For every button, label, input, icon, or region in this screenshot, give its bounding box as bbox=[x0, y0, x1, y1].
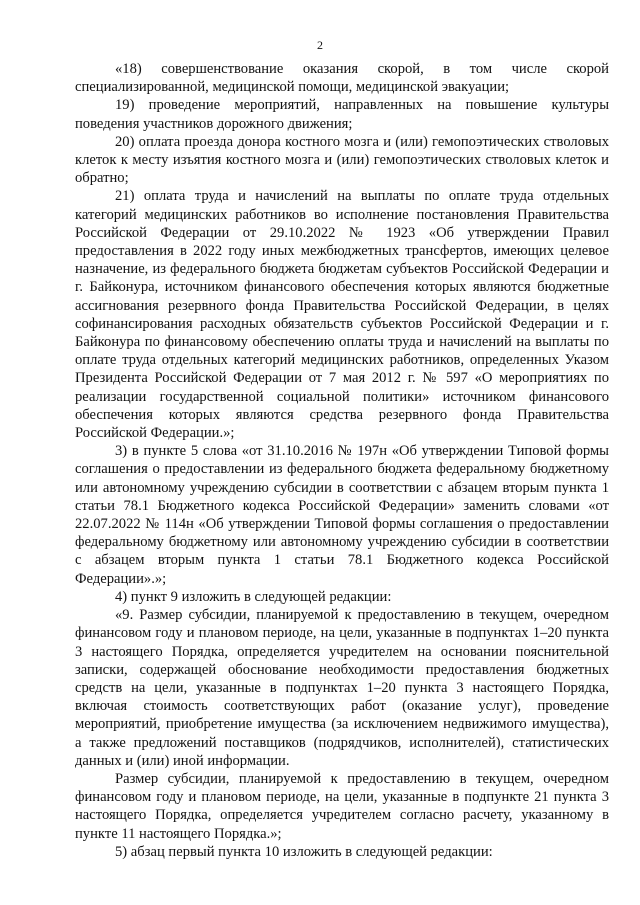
paragraph-item-20: 20) оплата проезда донора костного мозга и (или) гемопоэтических стволовых клеток к месту изъятия костного мозга и (или) гемопоэтических стволовых клеток и обратно; bbox=[75, 133, 609, 187]
document-body bbox=[75, 60, 609, 861]
paragraph-item-19: 19) проведение мероприятий, направленных на повышение культуры поведения участников дорожного движения; bbox=[75, 97, 609, 132]
paragraph-amendment-4: 4) пункт 9 изложить в следующей редакции: bbox=[115, 588, 392, 605]
paragraph-amendment-5: 5) абзац первый пункта 10 изложить в следующей редакции: bbox=[115, 843, 493, 860]
paragraph-subsidy-size: Размер субсидии, планируемой к предоставлению в текущем, очередном финансовом году и плановом периоде, на цели, указанные в подпункте 21 пункта 3 настоящего Порядка, определяется учредителем согласно расчету, указанному в пункте 11 настоящего Порядка.»; bbox=[75, 770, 609, 842]
paragraph-item-18: «18) совершенствование оказания скорой, в том числе скорой специализированной, медицинской помощи, медицинской эвакуации; bbox=[75, 61, 609, 96]
page-number: 2 bbox=[317, 38, 323, 52]
paragraph-item-21: 21) оплата труда и начислений на выплаты по оплате труда отдельных категорий медицинских работников во исполнение постановления Правительства Российской Федерации от 29.10.2022 № 1923 «Об утверждении Правил предоставления в 2022 году иных межбюджетных трансфертов, имеющих целевое назначение, из федерального бюджета бюджетам субъектов Российской Федерации и г. Байконура, источником финансового обеспечения которых являются бюджетные ассигнования резервного фонда Правительства Российской Федерации, в целях софинансирования расходных обязательств субъектов Российской Федерации и г. Байконура по финансовому обеспечению оплаты труда и начислений на выплаты по оплате труда отдельных категорий медицинских работников, определенных Указом Президента Российской Федерации от 7 мая 2012 г. № 597 «О мероприятиях по реализации государственной социальной политики» источником финансового обеспечения которых являются средства резервного фонда Правительства Российской Федерации.»; bbox=[75, 188, 609, 442]
paragraph-amendment-3: 3) в пункте 5 слова «от 31.10.2016 № 197н «Об утверждении Типовой формы соглашения о предоставлении из федерального бюджета федеральному бюджетному или автономному учреждению субсидии в соответствии с абзацем вторым пункта 1 статьи 78.1 Бюджетного кодекса Российской Федерации» заменить словами «от 22.07.2022 № 114н «Об утверждении Типовой формы соглашения о предоставлении федеральному бюджетному или автономному учреждению субсидии в соответствии с абзацем вторым пункта 1 статьи 78.1 Бюджетного кодекса Российской Федерации».»; bbox=[75, 443, 609, 587]
paragraph-point-9: «9. Размер субсидии, планируемой к предоставлению в текущем, очередном финансовом году и плановом периоде, на цели, указанные в подпунктах 1–20 пункта 3 настоящего Порядка, определяется учредителем на основании пояснительной записки, содержащей обоснование необходимости предоставления бюджетных средств на цели, указанные в подпунктах 1–20 пункта 3 настоящего Порядка, включая стоимость соответствующих работ (оказание услуг), проведение мероприятий, приобретение имущества (за исключением недвижимого имущества), а также предложений поставщиков (подрядчиков, исполнителей), статистических данных и (или) иной информации. bbox=[75, 607, 609, 769]
